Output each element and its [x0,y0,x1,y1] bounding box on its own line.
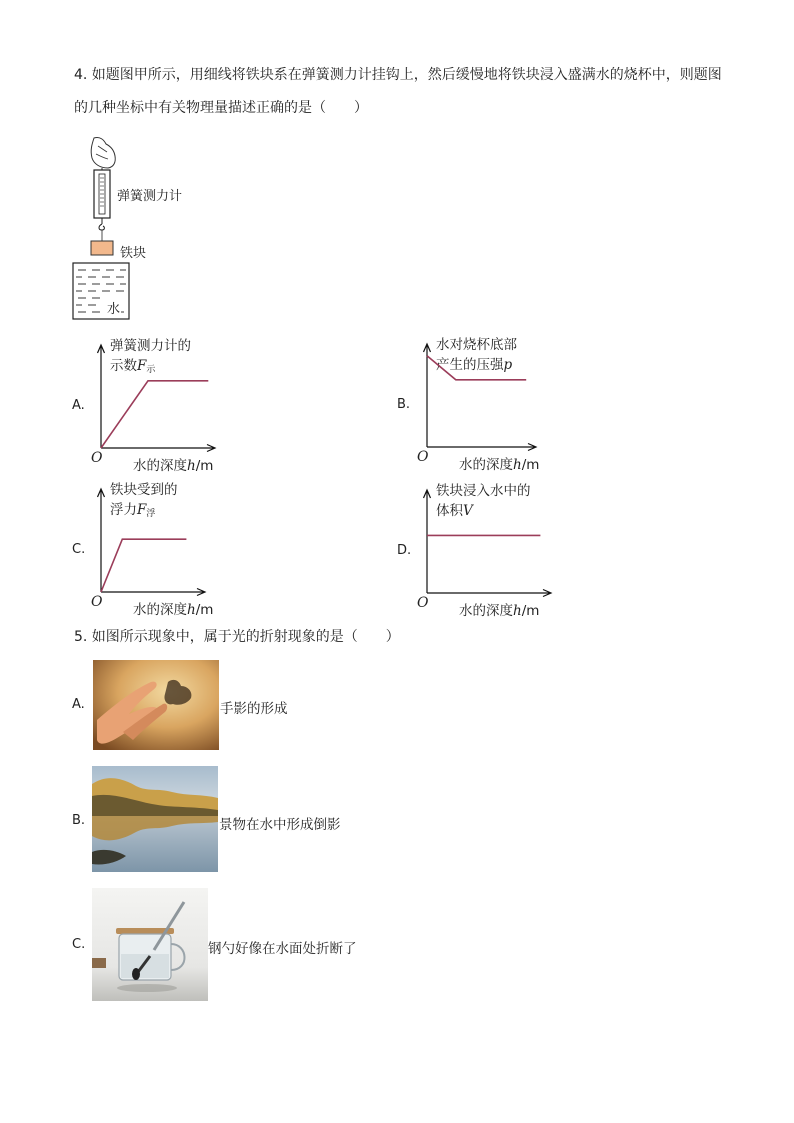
q5-title: 5. 如图所示现象中，属于光的折射现象的是（ ） [74,629,400,645]
q4-option-a-origin: O [91,450,103,466]
q4-line1: 4. 如题图甲所示，用细线将铁块系在弹簧测力计挂钩上，然后缓慢地将铁块浸入盛满水的烧杯中，则题图 [74,67,722,83]
q4-option-c-origin: O [91,594,103,610]
q5-option-b-caption: 景物在水中形成倒影 [219,817,341,833]
hand-shadow-photo [93,660,219,750]
ylabel-var: V [463,503,473,519]
spring-scale [94,170,110,241]
apparatus-svg [70,130,220,330]
ylabel-prefix: 浮力 [110,502,137,518]
ylabel-sub: 浮 [146,509,156,519]
reflection-photo [92,766,218,872]
q4-option-b-graph [427,343,532,447]
q4-option-c-letter[interactable]: C. [72,542,86,557]
y-axis [98,489,105,592]
ylabel-line1: 水对烧杯底部 [436,337,517,353]
q4-option-a-graph [101,344,211,448]
xlabel-prefix: 水的深度 [459,603,513,619]
ylabel-line1: 铁块受到的 [110,482,178,498]
ylabel-prefix: 产生的压强 [436,357,504,373]
q5-option-c-caption: 钢勺好像在水面处折断了 [208,941,357,957]
xlabel-unit: /m [195,602,214,618]
q4-option-d-xlabel [459,599,539,619]
x-axis [427,444,536,451]
q5-option-c-letter: C. [72,937,86,952]
ylabel-var: F [137,358,147,374]
x-axis [427,590,551,597]
q4-option-b-letter[interactable]: B. [397,397,411,412]
xlabel-prefix: 水的深度 [133,458,187,474]
q4-option-a-letter[interactable]: A. [72,398,85,413]
spring-scale-label: 弹簧测力计 [117,189,183,204]
ylabel-line1: 弹簧测力计的 [110,338,191,354]
y-axis [424,344,431,447]
xlabel-prefix: 水的深度 [133,602,187,618]
xlabel-var: h [513,457,522,473]
water-label: 水 [106,298,121,317]
q5-option-b-letter: B. [72,813,86,828]
series-line [101,539,186,592]
ylabel-var: p [503,357,513,373]
x-axis [101,445,215,452]
ylabel-line1: 铁块浸入水中的 [436,483,531,499]
q5-option-a-letter: A. [72,697,85,712]
xlabel-unit: /m [521,457,540,473]
q4-line2: 的几种坐标中有关物理量描述正确的是（ ） [74,100,368,116]
ylabel-prefix: 体积 [436,503,463,519]
iron-block-label: 铁块 [120,246,147,261]
q4-option-d-origin: O [417,595,429,611]
ylabel-var: F [137,502,147,518]
apparatus-figure [70,130,220,330]
y-axis [424,490,431,593]
y-axis [98,345,105,448]
ylabel-prefix: 示数 [110,358,137,374]
xlabel-unit: /m [521,603,540,619]
x-axis [101,589,205,596]
xlabel-unit: /m [195,458,214,474]
iron-block [91,241,113,255]
ylabel-sub: 示 [146,365,156,375]
spoon-cup-photo [92,888,208,1001]
q4-option-b-origin: O [417,449,429,465]
xlabel-prefix: 水的深度 [459,457,513,473]
q4-option-d-graph [427,489,547,593]
q4-option-c-graph [101,488,201,592]
q4-option-b-xlabel [459,453,539,473]
xlabel-var: h [513,603,522,619]
series-line [427,356,526,380]
xlabel-var: h [187,458,196,474]
q5-option-a-caption: 手影的形成 [220,701,288,717]
xlabel-var: h [187,602,196,618]
hand-icon [91,137,115,172]
series-line [101,381,208,448]
q4-option-a-xlabel [133,454,213,474]
q4-option-c-xlabel [133,598,213,618]
q4-option-d-letter[interactable]: D. [397,543,412,558]
